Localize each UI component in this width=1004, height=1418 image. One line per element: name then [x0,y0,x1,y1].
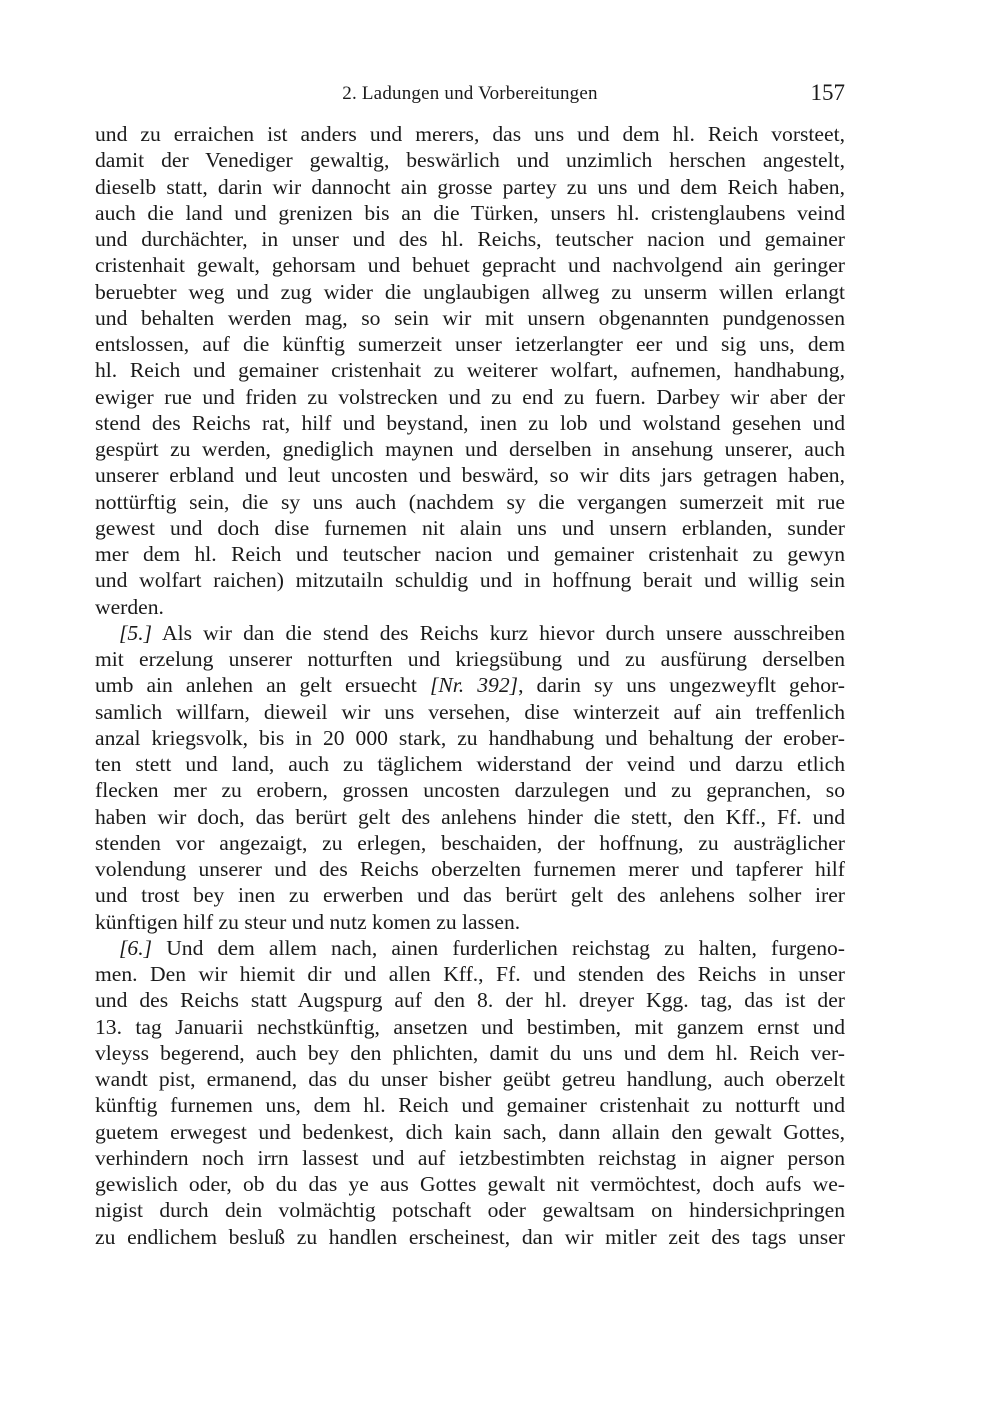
text-line: nigist durch dein volmächtig potschaft oder gewaltsam on hindersichpringen [95,1198,845,1223]
text-line: ewiger rue und friden zu volstrecken und zu end zu fuern. Darbey wir aber der [95,384,845,409]
paragraph [95,935,845,1250]
section-title: 2. Ladungen und Vorbereitungen [342,83,598,104]
text-line: entslossen, auf die künftig sumerzeit unser ietzerlangter eer und sig uns, dem [95,332,845,356]
page-number: 157 [810,80,845,105]
text-line: mit erzelung unserer notturften und kriegsübung und zu ausfürung derselben [95,647,845,671]
text-line: nottürftig sein, die sy uns auch (nachdem sy die vergangen sumerzeit mit rue [95,489,845,514]
text-line: stenden vor angezaigt, zu erlegen, beschaiden, der hoffnung, zu austräglicher [95,830,845,855]
text-line: gewest und doch dise furnemen nit alain uns und unsern erblanden, sunder [95,515,845,540]
text-line: zu endlichem besluß zu handlen erscheinest, dan wir mitler zeit des tags unser [95,1224,845,1249]
text-line: künftig furnemen uns, dem hl. Reich und gemainer cristenhait zu notturft und [95,1093,845,1118]
line-text: , darin sy uns ungezweyflt gehor- [518,673,845,698]
text-line: haben wir doch, das berürt gelt des anlehens hinder die stett, den Kff., Ff. und [95,804,845,829]
text-line [95,672,845,698]
running-head [95,80,845,110]
text-line: mer dem hl. Reich und teutscher nacion und gemainer cristenhait zu gewyn [95,542,845,566]
text-line: und durchächter, in unser und des hl. Reichs, teutscher nacion und gemainer [95,227,845,251]
text-line: gespürt zu werden, gnediglich maynen und derselben in ansehung unserer, auch [95,437,845,461]
text-line: gewislich oder, ob du das ye aus Gottes gewalt nit vermöchtest, doch aufs we- [95,1172,845,1196]
paragraph [95,620,845,935]
text-line: und wolfart raichen) mitzutailn schuldig und in hoffnung berait und willig sein [95,568,845,593]
text-line: cristenhait gewalt, gehorsam und behuet gepracht und nachvolgend ain geringer [95,253,845,278]
text-line: flecken mer zu erobern, grossen uncosten darzulegen und zu gepranchen, so [95,778,845,803]
text-line: damit der Venediger gewaltig, beswärlich und unzimlich herschen angestelt, [95,148,845,173]
text-line: auch die land und grenizen bis an die Türken, unsers hl. cristenglaubens veind [95,200,845,225]
text-line: und des Reichs statt Augspurg auf den 8. der hl. dreyer Kgg. tag, das ist der [95,988,845,1013]
paragraph [95,121,845,620]
text-line: verhindern noch irrn lassest und auf ietzbestimbten reichstag in aigner person [95,1145,845,1170]
line-text: umb ain anlehen an gelt ersuecht [95,673,430,698]
text-line: dieselb statt, darin wir dannocht ain grosse partey zu uns und dem Reich haben, [95,174,845,199]
text-line: künftigen hilf zu steur und nutz komen zu lassen. [95,909,521,934]
line-text: Und dem allem nach, ainen furderlichen reichstag zu halten, furgeno- [152,935,845,960]
text-line: hl. Reich und gemainer cristenhait zu weiterer wolfart, aufnemen, handhabung, [95,358,845,383]
text-line: unserer erbland und leut uncosten und beswärd, so wir dits jars getragen haben, [95,463,845,488]
line-text: Als wir dan die stend des Reichs kurz hievor durch unsere ausschreiben [152,620,845,645]
text-line: guetem erwegest und bedenkest, dich kain sach, dann allain den gewalt Gottes, [95,1119,845,1144]
text-line: vleyss begerend, auch bey den phlichten, damit du uns und dem hl. Reich ver- [95,1040,845,1065]
text-line: stend des Reichs rat, hilf und beystand, inen zu lob und wolstand gesehen und [95,410,845,435]
text-line: samlich willfarn, dieweil wir uns versehen, dise winterzeit auf ain treffenlich [95,699,845,724]
paragraph-marker: [6.] [119,935,153,960]
document-page [95,0,845,1418]
text-line: und trost bey inen zu erwerben und das berürt gelt des anlehens solher irer [95,883,845,908]
text-line: beruebter weg und zug wider die unglaubigen allweg zu unserm willen erlangt [95,279,845,304]
text-line: und zu erraichen ist anders und merers, das uns und dem hl. Reich vorsteet, [95,122,845,146]
text-line: und behalten werden mag, so sein wir mit unsern obgenannten pundgenossen [95,305,845,330]
text-line: men. Den wir hiemit dir und allen Kff., Ff. und stenden des Reichs in unser [95,962,845,986]
text-line [95,935,845,961]
text-line: werden. [95,594,164,619]
paragraph-marker: [5.] [119,620,153,645]
text-line: ten stett und land, auch zu täglichem widerstand der veind und darzu etlich [95,752,845,776]
text-line: 13. tag Januarii nechstkünftig, ansetzen und bestimben, mit ganzem ernst und [95,1014,845,1039]
text-line: volendung unserer und des Reichs oberzelten furnemen merer und tapferer hilf [95,857,845,881]
text-line: wandt pist, ermanend, das du unser bisher geübt getreu handlung, auch oberzelt [95,1067,845,1091]
text-line [95,620,845,646]
text-line: anzal kriegsvolk, bis in 20 000 stark, zu handhabung und behaltung der erober- [95,725,845,750]
body-text [95,121,845,1250]
reference-link: [Nr. 392] [429,673,519,698]
